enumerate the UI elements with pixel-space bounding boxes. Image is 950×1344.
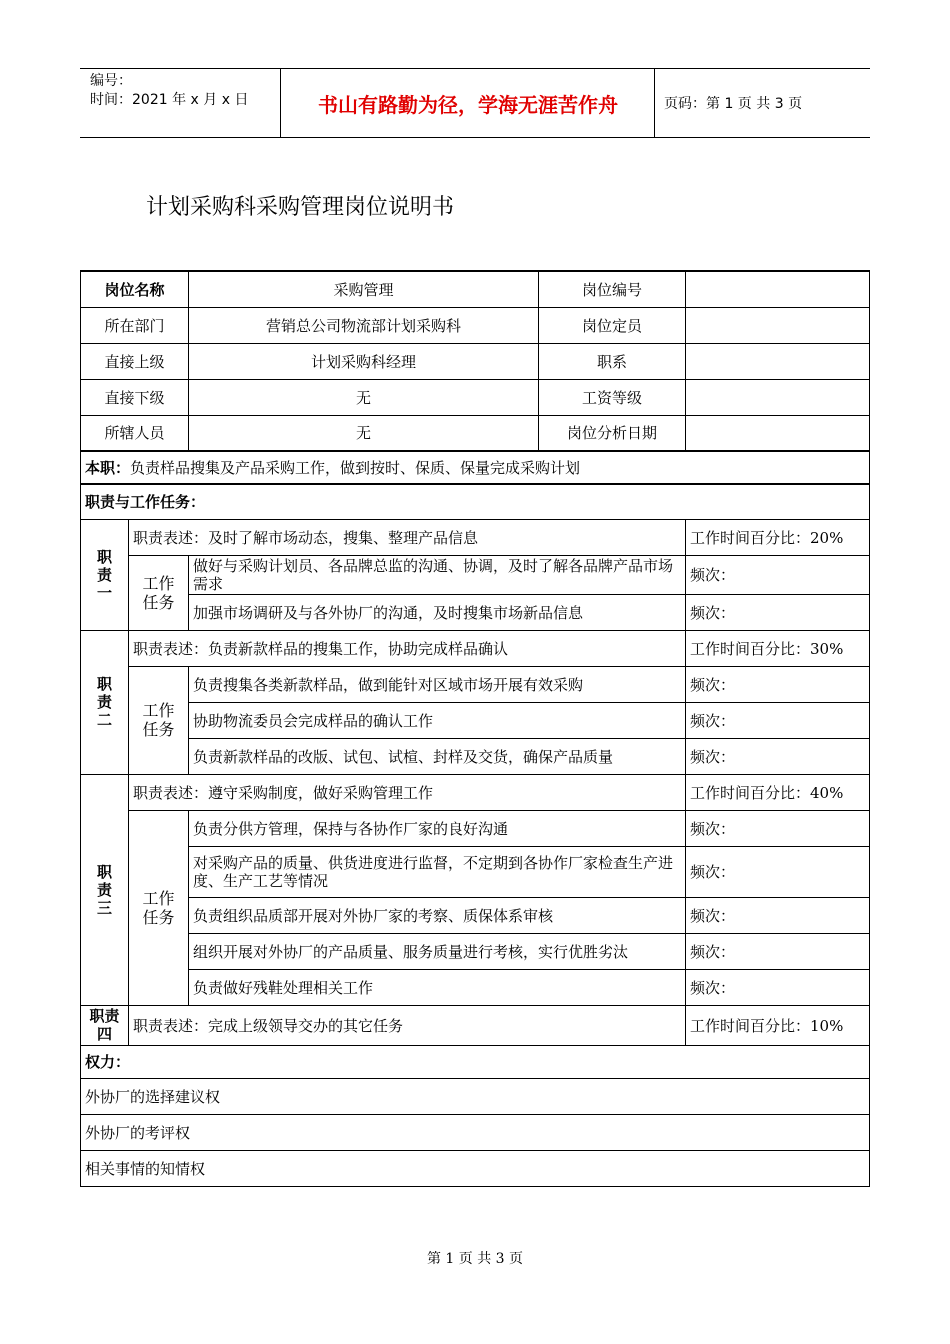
task-frequency: 频次：	[686, 702, 870, 738]
info-value: 营销总公司物流部计划采购科	[189, 307, 539, 343]
info-value	[686, 379, 870, 415]
duty-desc-row	[81, 519, 870, 555]
task-row	[81, 933, 870, 969]
main-duty-label: 本职：	[85, 459, 131, 477]
task-text: 对采购产品的质量、供货进度进行监督，不定期到各协作厂家检查生产进度、生产工艺等情况	[189, 846, 686, 897]
task-frequency: 频次：	[686, 594, 870, 630]
info-label: 岗位编号	[539, 271, 686, 307]
info-label: 所辖人员	[81, 415, 189, 451]
power-item: 相关事情的知情权	[81, 1150, 870, 1186]
info-row	[81, 271, 870, 307]
task-row	[81, 555, 870, 594]
powers-section-heading: 权力：	[81, 1045, 870, 1078]
task-text: 负责搜集各类新款样品，做到能针对区域市场开展有效采购	[189, 666, 686, 702]
task-text: 组织开展对外协厂的产品质量、服务质量进行考核，实行优胜劣汰	[189, 933, 686, 969]
info-label: 岗位定员	[539, 307, 686, 343]
task-text: 协助物流委员会完成样品的确认工作	[189, 702, 686, 738]
task-row	[81, 594, 870, 630]
info-value	[686, 271, 870, 307]
info-value: 无	[189, 379, 539, 415]
info-label: 直接上级	[81, 343, 189, 379]
duty-description: 职责表述：遵守采购制度，做好采购管理工作	[129, 774, 686, 810]
info-label: 所在部门	[81, 307, 189, 343]
duty-time-percent: 工作时间百分比：20%	[686, 519, 870, 555]
task-text: 负责做好残鞋处理相关工作	[189, 969, 686, 1005]
power-row	[81, 1114, 870, 1150]
powers-section-row	[81, 1045, 870, 1078]
task-row	[81, 702, 870, 738]
task-row	[81, 666, 870, 702]
header-meta	[80, 69, 281, 137]
header-page-code: 页码：第 1 页 共 3 页	[664, 96, 803, 112]
info-label: 岗位分析日期	[539, 415, 686, 451]
page-footer: 第 1 页 共 3 页	[426, 1251, 524, 1267]
header-motto: 书山有路勤为径，学海无涯苦作舟	[282, 69, 655, 137]
task-label: 工作 任务	[129, 555, 189, 630]
info-value: 无	[189, 415, 539, 451]
duty-desc-row	[81, 630, 870, 666]
task-frequency: 频次：	[686, 555, 870, 594]
task-text: 负责新款样品的改版、试包、试楦、封样及交货，确保产品质量	[189, 738, 686, 774]
duty-desc-row	[81, 1005, 870, 1045]
info-value	[686, 307, 870, 343]
duty-time-percent: 工作时间百分比：40%	[686, 774, 870, 810]
duty-time-percent: 工作时间百分比：10%	[686, 1005, 870, 1045]
job-description-table	[80, 270, 870, 1187]
main-duty-row	[81, 451, 870, 484]
info-value	[686, 343, 870, 379]
task-row	[81, 897, 870, 933]
task-frequency: 频次：	[686, 897, 870, 933]
duty-label: 职 责 一	[81, 519, 129, 630]
power-item: 外协厂的选择建议权	[81, 1078, 870, 1114]
number-label: 编号：	[90, 73, 132, 89]
duty-description: 职责表述：及时了解市场动态，搜集、整理产品信息	[129, 519, 686, 555]
duty-label: 职 责 三	[81, 774, 129, 1005]
duty-time-percent: 工作时间百分比：30%	[686, 630, 870, 666]
document-title: 计划采购科采购管理岗位说明书	[146, 195, 455, 220]
info-row	[81, 307, 870, 343]
info-label: 岗位名称	[81, 271, 189, 307]
task-frequency: 频次：	[686, 810, 870, 846]
info-label: 工资等级	[539, 379, 686, 415]
info-label: 直接下级	[81, 379, 189, 415]
task-text: 负责组织品质部开展对外协厂家的考察、质保体系审核	[189, 897, 686, 933]
task-frequency: 频次：	[686, 846, 870, 897]
info-value	[686, 415, 870, 451]
task-label: 工作 任务	[129, 810, 189, 1005]
info-row	[81, 415, 870, 451]
task-frequency: 频次：	[686, 666, 870, 702]
task-label: 工作 任务	[129, 666, 189, 774]
task-frequency: 频次：	[686, 738, 870, 774]
duty-label: 职责 四	[81, 1005, 129, 1045]
task-text: 做好与采购计划员、各品牌总监的沟通、协调，及时了解各品牌产品市场需求	[189, 555, 686, 594]
duty-description: 职责表述：完成上级领导交办的其它任务	[129, 1005, 686, 1045]
info-label: 职系	[539, 343, 686, 379]
info-row	[81, 343, 870, 379]
task-row	[81, 810, 870, 846]
duty-desc-row	[81, 774, 870, 810]
info-value: 计划采购科经理	[189, 343, 539, 379]
task-row	[81, 846, 870, 897]
task-text: 加强市场调研及与各外协厂的沟通，及时搜集市场新品信息	[189, 594, 686, 630]
info-row	[81, 379, 870, 415]
duties-section-row	[81, 484, 870, 519]
power-row	[81, 1078, 870, 1114]
info-value: 采购管理	[189, 271, 539, 307]
task-frequency: 频次：	[686, 933, 870, 969]
task-frequency: 频次：	[686, 969, 870, 1005]
task-text: 负责分供方管理，保持与各协作厂家的良好沟通	[189, 810, 686, 846]
task-row	[81, 738, 870, 774]
time-label: 时间：2021 年 x 月 x 日	[90, 92, 249, 108]
duty-label: 职 责 二	[81, 630, 129, 774]
duties-section-heading: 职责与工作任务：	[81, 484, 870, 519]
power-item: 外协厂的考评权	[81, 1114, 870, 1150]
main-duty-text: 负责样品搜集及产品采购工作，做到按时、保质、保量完成采购计划	[130, 459, 581, 477]
task-row	[81, 969, 870, 1005]
page-header	[80, 68, 870, 138]
power-row	[81, 1150, 870, 1186]
duty-description: 职责表述：负责新款样品的搜集工作，协助完成样品确认	[129, 630, 686, 666]
